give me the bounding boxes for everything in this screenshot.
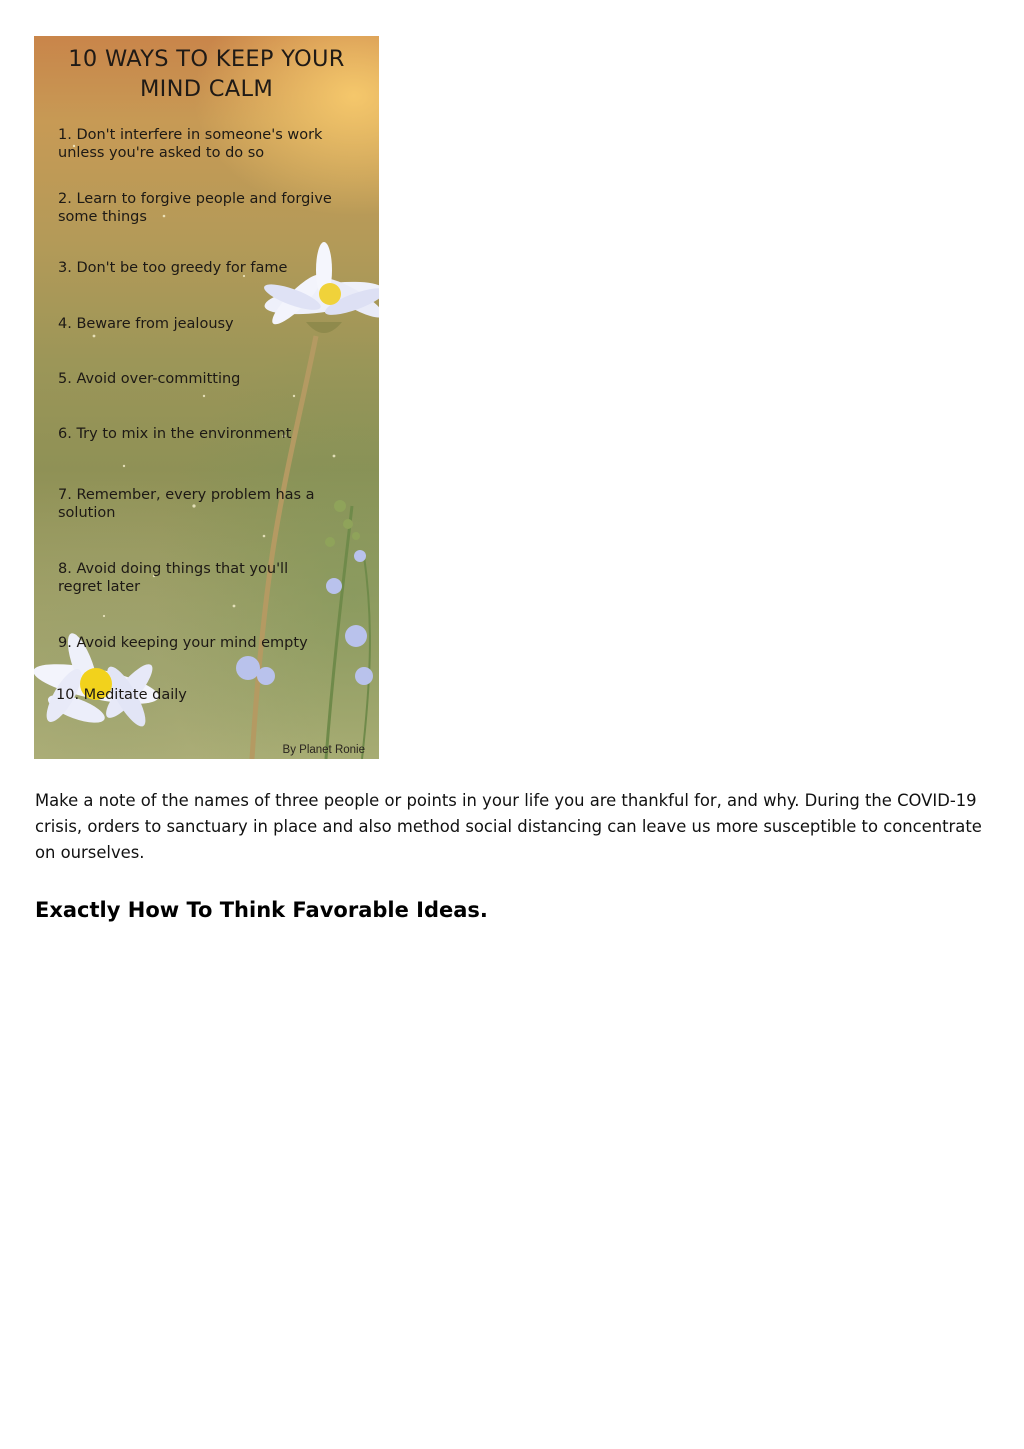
- tip-item: 10. Meditate daily: [56, 687, 187, 703]
- tip-item: 6. Try to mix in the environment: [58, 426, 292, 442]
- tip-item: 2. Learn to forgive people and forgive some things: [58, 191, 332, 225]
- poster-title: 10 WAYS TO KEEP YOUR MIND CALM: [68, 46, 345, 102]
- poster-credit: By Planet Ronie: [282, 744, 365, 756]
- tip-item: 5. Avoid over-committing: [58, 371, 241, 387]
- section-heading: Exactly How To Think Favorable Ideas.: [35, 898, 488, 922]
- article-paragraph: Make a note of the names of three people or points in your life you are thankful for, and why. During the COVID-19 crisis, orders to sanctuary in place and also method social distancing can leave us more susceptible to concentrate on ourselves.: [35, 791, 982, 862]
- tip-item: 4. Beware from jealousy: [58, 316, 234, 332]
- infographic-poster: [34, 36, 379, 759]
- tip-item: 3. Don't be too greedy for fame: [58, 260, 288, 276]
- tip-item: 9. Avoid keeping your mind empty: [58, 635, 308, 651]
- tip-item: 1. Don't interfere in someone's work unless you're asked to do so: [58, 127, 323, 161]
- tip-item: 8. Avoid doing things that you'll regret later: [58, 561, 289, 595]
- tip-item: 7. Remember, every problem has a solution: [58, 487, 315, 521]
